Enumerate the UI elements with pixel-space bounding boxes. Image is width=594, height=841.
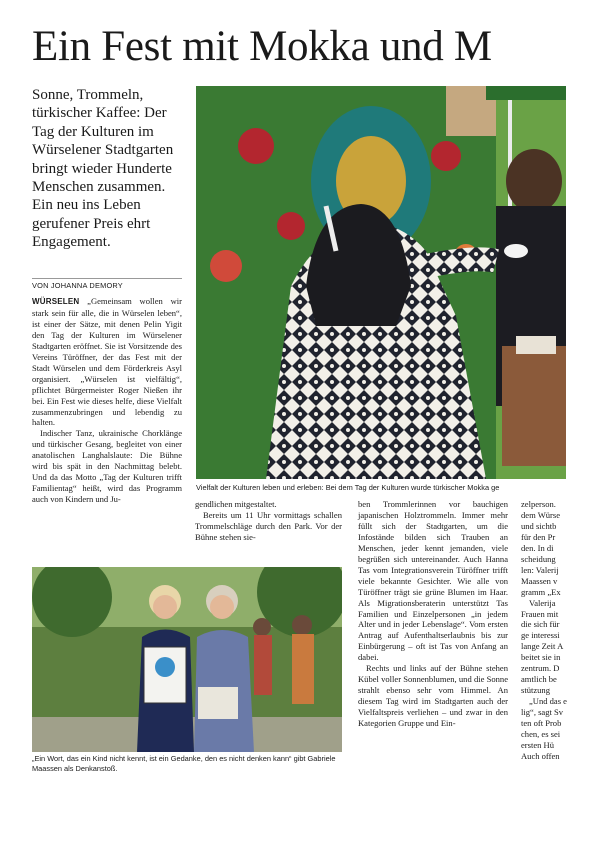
photo-mokka-serving <box>196 86 566 479</box>
photo-caption-1: Vielfalt der Kulturen leben und erleben: Bei dem Tag der Kulturen wurde türkischer Mokka ge <box>196 483 500 492</box>
paragraph: ben Trommlerinnen vor bauchigen japanischen Holztrommeln. Immer mehr füllt sich der Stadtgarten, um die Infostände bilden sich Trauben an Menschen, jeder kennt jemanden, viele begrüßen sich untereinander. Auch Hanna Tas vom Integrationsverein Türöffner trifft viele bekannte Gesichter. Wie alle von Türöffner trägt sie grüne Blumen im Haar. Als Migrationsberaterin unterstützt Tas Familien und Einzelpersonen „in jedem Alter und in jeder Lebenslage“. Vom ersten Antrag auf Aufenthaltserlaubnis bis zur Einbürgerung – oft ist Tas von Anfang an dabei. <box>358 499 508 663</box>
col4-line: chen, es sei <box>521 729 561 740</box>
col4-line: und sichtb <box>521 520 557 531</box>
col4-line: „Und das e <box>529 696 567 707</box>
photo-award-winners <box>32 567 342 752</box>
col4-line: Frauen mit <box>521 608 559 619</box>
photo-illustration <box>32 567 342 752</box>
col4-line: lange Zeit A <box>521 641 564 652</box>
paragraph: Indischer Tanz, ukrainische Chorklänge und türkischer Gesang, begleitet von einer anatolischen Langhalslaute: Die Bühne wird bis spät in den Nachmittag belebt. Und da das Motto „Tag der Kulturen trifft Familientag“ heißt, wird das Programm auch von Kindern und Ju- <box>32 428 182 505</box>
article-column-2 <box>195 499 342 543</box>
col4-line: stützung <box>521 685 550 696</box>
col4-line: amtlich be <box>521 674 557 685</box>
article-column-1 <box>32 296 182 505</box>
col4-line: len: Valerij <box>521 564 559 575</box>
col4-line: lig“, sagt Sv <box>521 707 564 718</box>
col4-line: zentrum. D <box>521 663 560 674</box>
headline: Ein Fest mit Mokka und M <box>32 23 492 70</box>
article-column-3 <box>358 499 508 729</box>
col4-line: beitet sie in <box>521 652 561 663</box>
paragraph-text: „Gemeinsam wollen wir stark sein für alle, die in Würselen leben“, ist einer der Sätze, mit denen Pelin Yigit den Tag der Kulturen im Würselener Stadtgarten eröffnet. Sie ist Vorsitzende des Vereins Türöffner, der das Fest mit der Stadt Würselen und dem Förderkreis Asyl organisiert. „Würselen ist vielfältig“, pflichtet Bürgermeister Roger Nießen ihr bei. Ein Fest wie dieses helfe, diese Vielfalt zusammenzubringen und lebendig zu halten. <box>32 296 182 428</box>
author-byline: VON JOHANNA DEMORY <box>32 278 182 290</box>
paragraph: Rechts und links auf der Bühne stehen Kübel voller Sonnenblumen, und die Sonne strahlt ebenso sehr vom Himmel. An diesem Tag wird im Stadtgarten auch der Vielfaltspreis verliehen – und zwar in den Kategorien Gruppe und Ein- <box>358 663 508 729</box>
col4-line: ge interessi <box>521 630 560 641</box>
photo-caption-2: „Ein Wort, das ein Kind nicht kennt, ist ein Gedanke, den es nicht denken kann“ gibt Gabriele Maassen als Denkanstoß. <box>32 754 336 773</box>
paragraph: gendlichen mitgestaltet. <box>195 499 277 509</box>
col4-line: scheidung <box>521 553 556 564</box>
col4-line: Auch offen <box>521 750 560 761</box>
col4-line: Maassen v <box>521 575 558 586</box>
lead-paragraph: Sonne, Trommeln, türkischer Kaffee: Der Tag der Kulturen im Würselener Stadtgarten bringt wieder Hunderte Menschen zusammen. Ein neu ins Leben gerufener Preis ehrt Engagement. <box>32 87 174 251</box>
col4-line: Valerija <box>529 597 556 608</box>
col4-line: ersten Hü <box>521 739 554 750</box>
paragraph: Bereits um 11 Uhr vormittags schallen Trommelschläge durch den Park. Vor der Bühne stehen sie- <box>195 509 342 542</box>
dateline-place: WÜRSELEN <box>32 297 80 306</box>
col4-line: dem Würse <box>521 509 561 520</box>
col4-line: den. In di <box>521 542 554 553</box>
paragraph <box>32 296 182 428</box>
article-column-4-cut <box>521 499 581 762</box>
col4-line: die sich für <box>521 619 560 630</box>
col4-line: zelperson. <box>521 499 556 509</box>
col4-line: ten oft Prob <box>521 718 562 729</box>
photo-illustration <box>196 86 566 479</box>
col4-line: für den Pr <box>521 531 556 542</box>
col4-line: gramm „Ex <box>521 586 561 597</box>
